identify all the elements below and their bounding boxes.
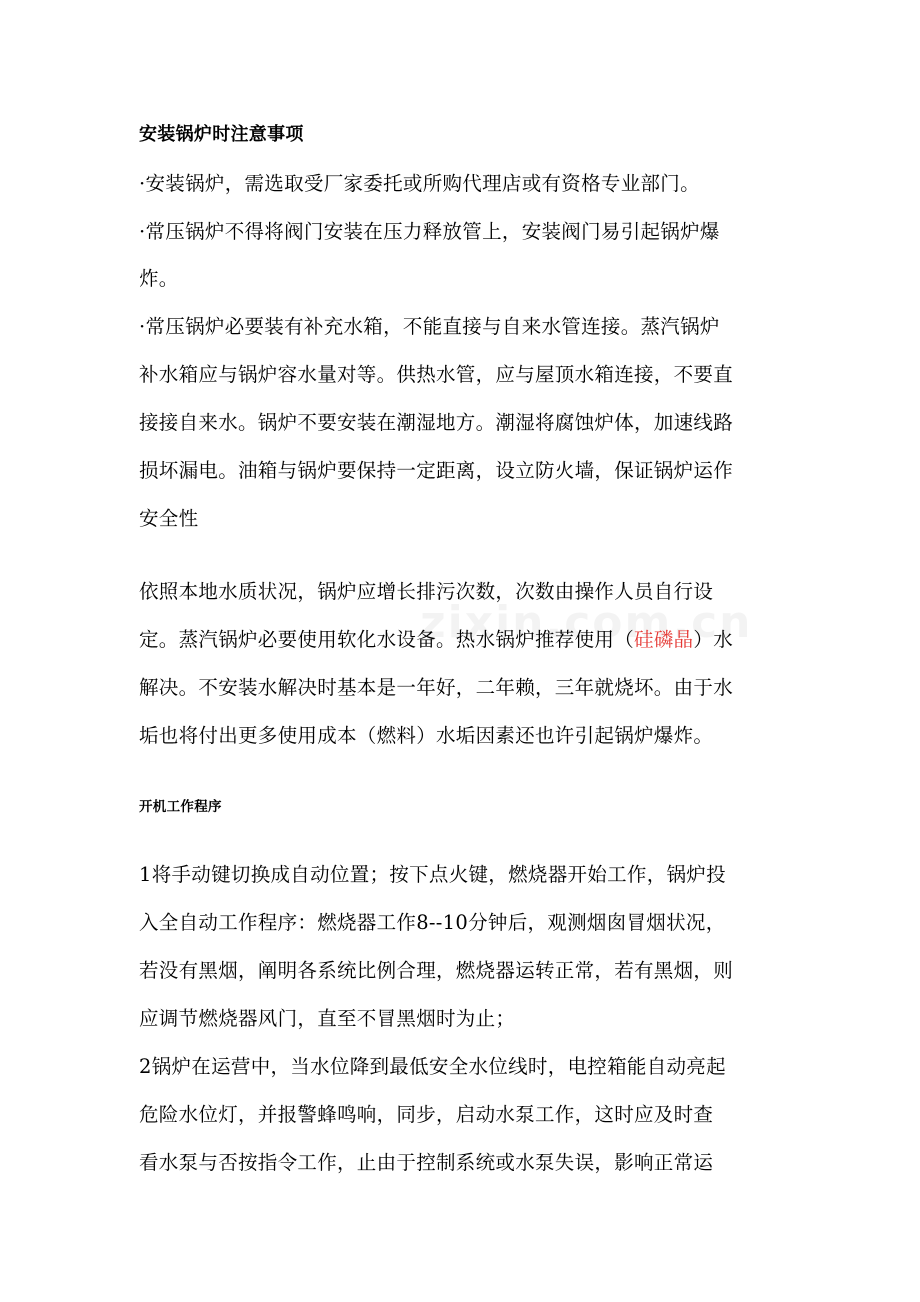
paragraph-line: 入全自动工作程序：燃烧器工作8--10分钟后，观测烟囱冒烟状况， — [139, 911, 726, 934]
paragraph-line: 看水泵与否按指令工作，止由于控制系统或水泵失误，影响正常运 — [139, 1151, 714, 1174]
paragraph-line: ·常压锅炉必要装有补充水箱，不能直接与自来水管连接。蒸汽锅炉 — [139, 315, 720, 338]
document-title: 安装锅炉时注意事项 — [139, 124, 304, 145]
paragraph-line: 安全性 — [139, 507, 199, 530]
section-subtitle: 开机工作程序 — [139, 799, 222, 815]
paragraph-line: 1将手动键切换成自动位置；按下点火键，燃烧器开始工作，锅炉投 — [139, 863, 726, 886]
text-segment: 定。蒸汽锅炉必要使用软化水设备。热水锅炉推荐使用（ — [139, 628, 635, 651]
paragraph-line: 若没有黑烟，阐明各系统比例合理，燃烧器运转正常，若有黑烟，则 — [139, 959, 734, 982]
paragraph-line: 炸。 — [139, 267, 179, 290]
paragraph-line: 补水箱应与锅炉容水量对等。供热水管，应与屋顶水箱连接，不要直 — [139, 363, 734, 386]
paragraph-line: 2锅炉在运营中，当水位降到最低安全水位线时，电控箱能自动亮起 — [139, 1055, 726, 1078]
highlighted-term: 硅磷晶 — [634, 628, 694, 651]
paragraph-line: ·安装锅炉，需选取受厂家委托或所购代理店或有资格专业部门。 — [139, 172, 700, 195]
paragraph-line: 应调节燃烧器风门，直至不冒黑烟时为止； — [139, 1007, 516, 1030]
paragraph-line: 依照本地水质状况，锅炉应增长排污次数，次数由操作人员自行设 — [139, 580, 714, 603]
text-segment: ）水 — [693, 628, 734, 651]
paragraph-line: 接接自来水。锅炉不要安装在潮湿地方。潮湿将腐蚀炉体，加速线路 — [139, 411, 734, 434]
paragraph-line: 危险水位灯，并报警蜂鸣响，同步，启动水泵工作，这时应及时查 — [139, 1103, 714, 1126]
paragraph-line: 损坏漏电。油箱与锅炉要保持一定距离，设立防火墙，保证锅炉运作 — [139, 459, 734, 482]
paragraph-line — [139, 628, 733, 652]
paragraph-line: 垢也将付出更多使用成本（燃料）水垢因素还也许引起锅炉爆炸。 — [139, 724, 714, 747]
paragraph-line: ·常压锅炉不得将阀门安装在压力释放管上，安装阀门易引起锅炉爆 — [139, 220, 720, 243]
paragraph-line: 解决。不安装水解决时基本是一年好，二年赖，三年就烧坏。由于水 — [139, 676, 734, 699]
